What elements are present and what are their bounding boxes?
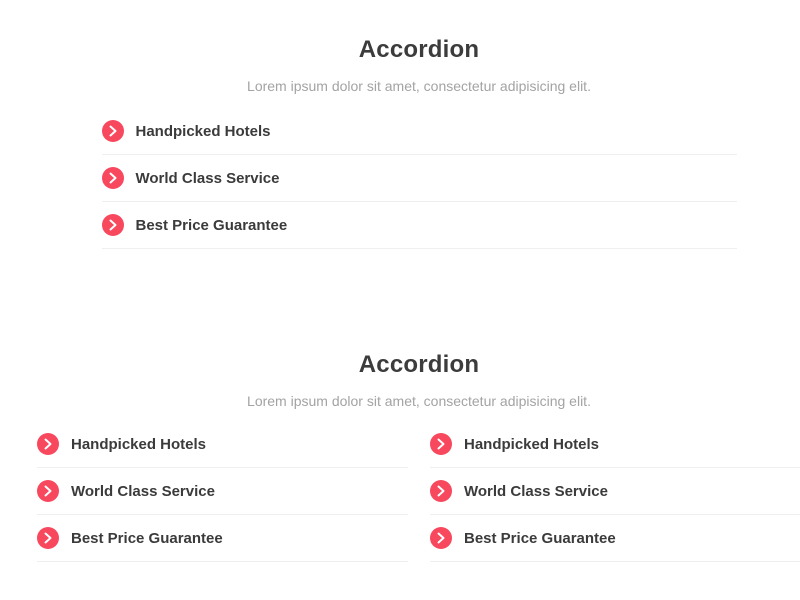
accordion-columns (37, 421, 800, 562)
section-title: Accordion (358, 351, 480, 378)
accordion-item-world-class-service[interactable] (430, 468, 800, 515)
accordion-item-label: World Class Service (464, 482, 608, 500)
chevron-right-icon (102, 214, 124, 236)
chevron-right-icon (102, 167, 124, 189)
accordion-item-best-price-guarantee[interactable] (430, 515, 800, 562)
accordion-item-world-class-service[interactable] (102, 155, 737, 202)
accordion-item-handpicked-hotels[interactable] (430, 421, 800, 468)
section-subtitle: Lorem ipsum dolor sit amet, consectetur adipisicing elit. (247, 393, 591, 409)
accordion-item-label: Best Price Guarantee (464, 529, 616, 547)
accordion-column-right (430, 421, 800, 562)
section-subtitle: Lorem ipsum dolor sit amet, consectetur adipisicing elit. (247, 78, 591, 94)
accordion-item-world-class-service[interactable] (37, 468, 408, 515)
section-title: Accordion (358, 36, 480, 63)
accordion-item-best-price-guarantee[interactable] (102, 202, 737, 249)
accordion-item-label: Handpicked Hotels (135, 122, 271, 140)
accordion-item-best-price-guarantee[interactable] (37, 515, 408, 562)
chevron-right-icon (430, 527, 452, 549)
chevron-right-icon (37, 527, 59, 549)
accordion-section-single (0, 0, 800, 249)
accordion-item-label: Handpicked Hotels (71, 435, 207, 453)
accordion-item-label: Best Price Guarantee (135, 216, 288, 234)
chevron-right-icon (430, 480, 452, 502)
accordion-item-handpicked-hotels[interactable] (37, 421, 408, 468)
accordion-item-handpicked-hotels[interactable] (102, 108, 737, 155)
accordion-list-single (102, 108, 737, 249)
accordion-item-label: World Class Service (71, 482, 215, 500)
accordion-section-double (0, 351, 800, 562)
chevron-right-icon (430, 433, 452, 455)
chevron-right-icon (37, 433, 59, 455)
chevron-right-icon (37, 480, 59, 502)
accordion-item-label: Handpicked Hotels (464, 435, 600, 453)
accordion-item-label: Best Price Guarantee (71, 529, 223, 547)
accordion-item-label: World Class Service (135, 169, 280, 187)
accordion-column-left (37, 421, 408, 562)
chevron-right-icon (102, 120, 124, 142)
